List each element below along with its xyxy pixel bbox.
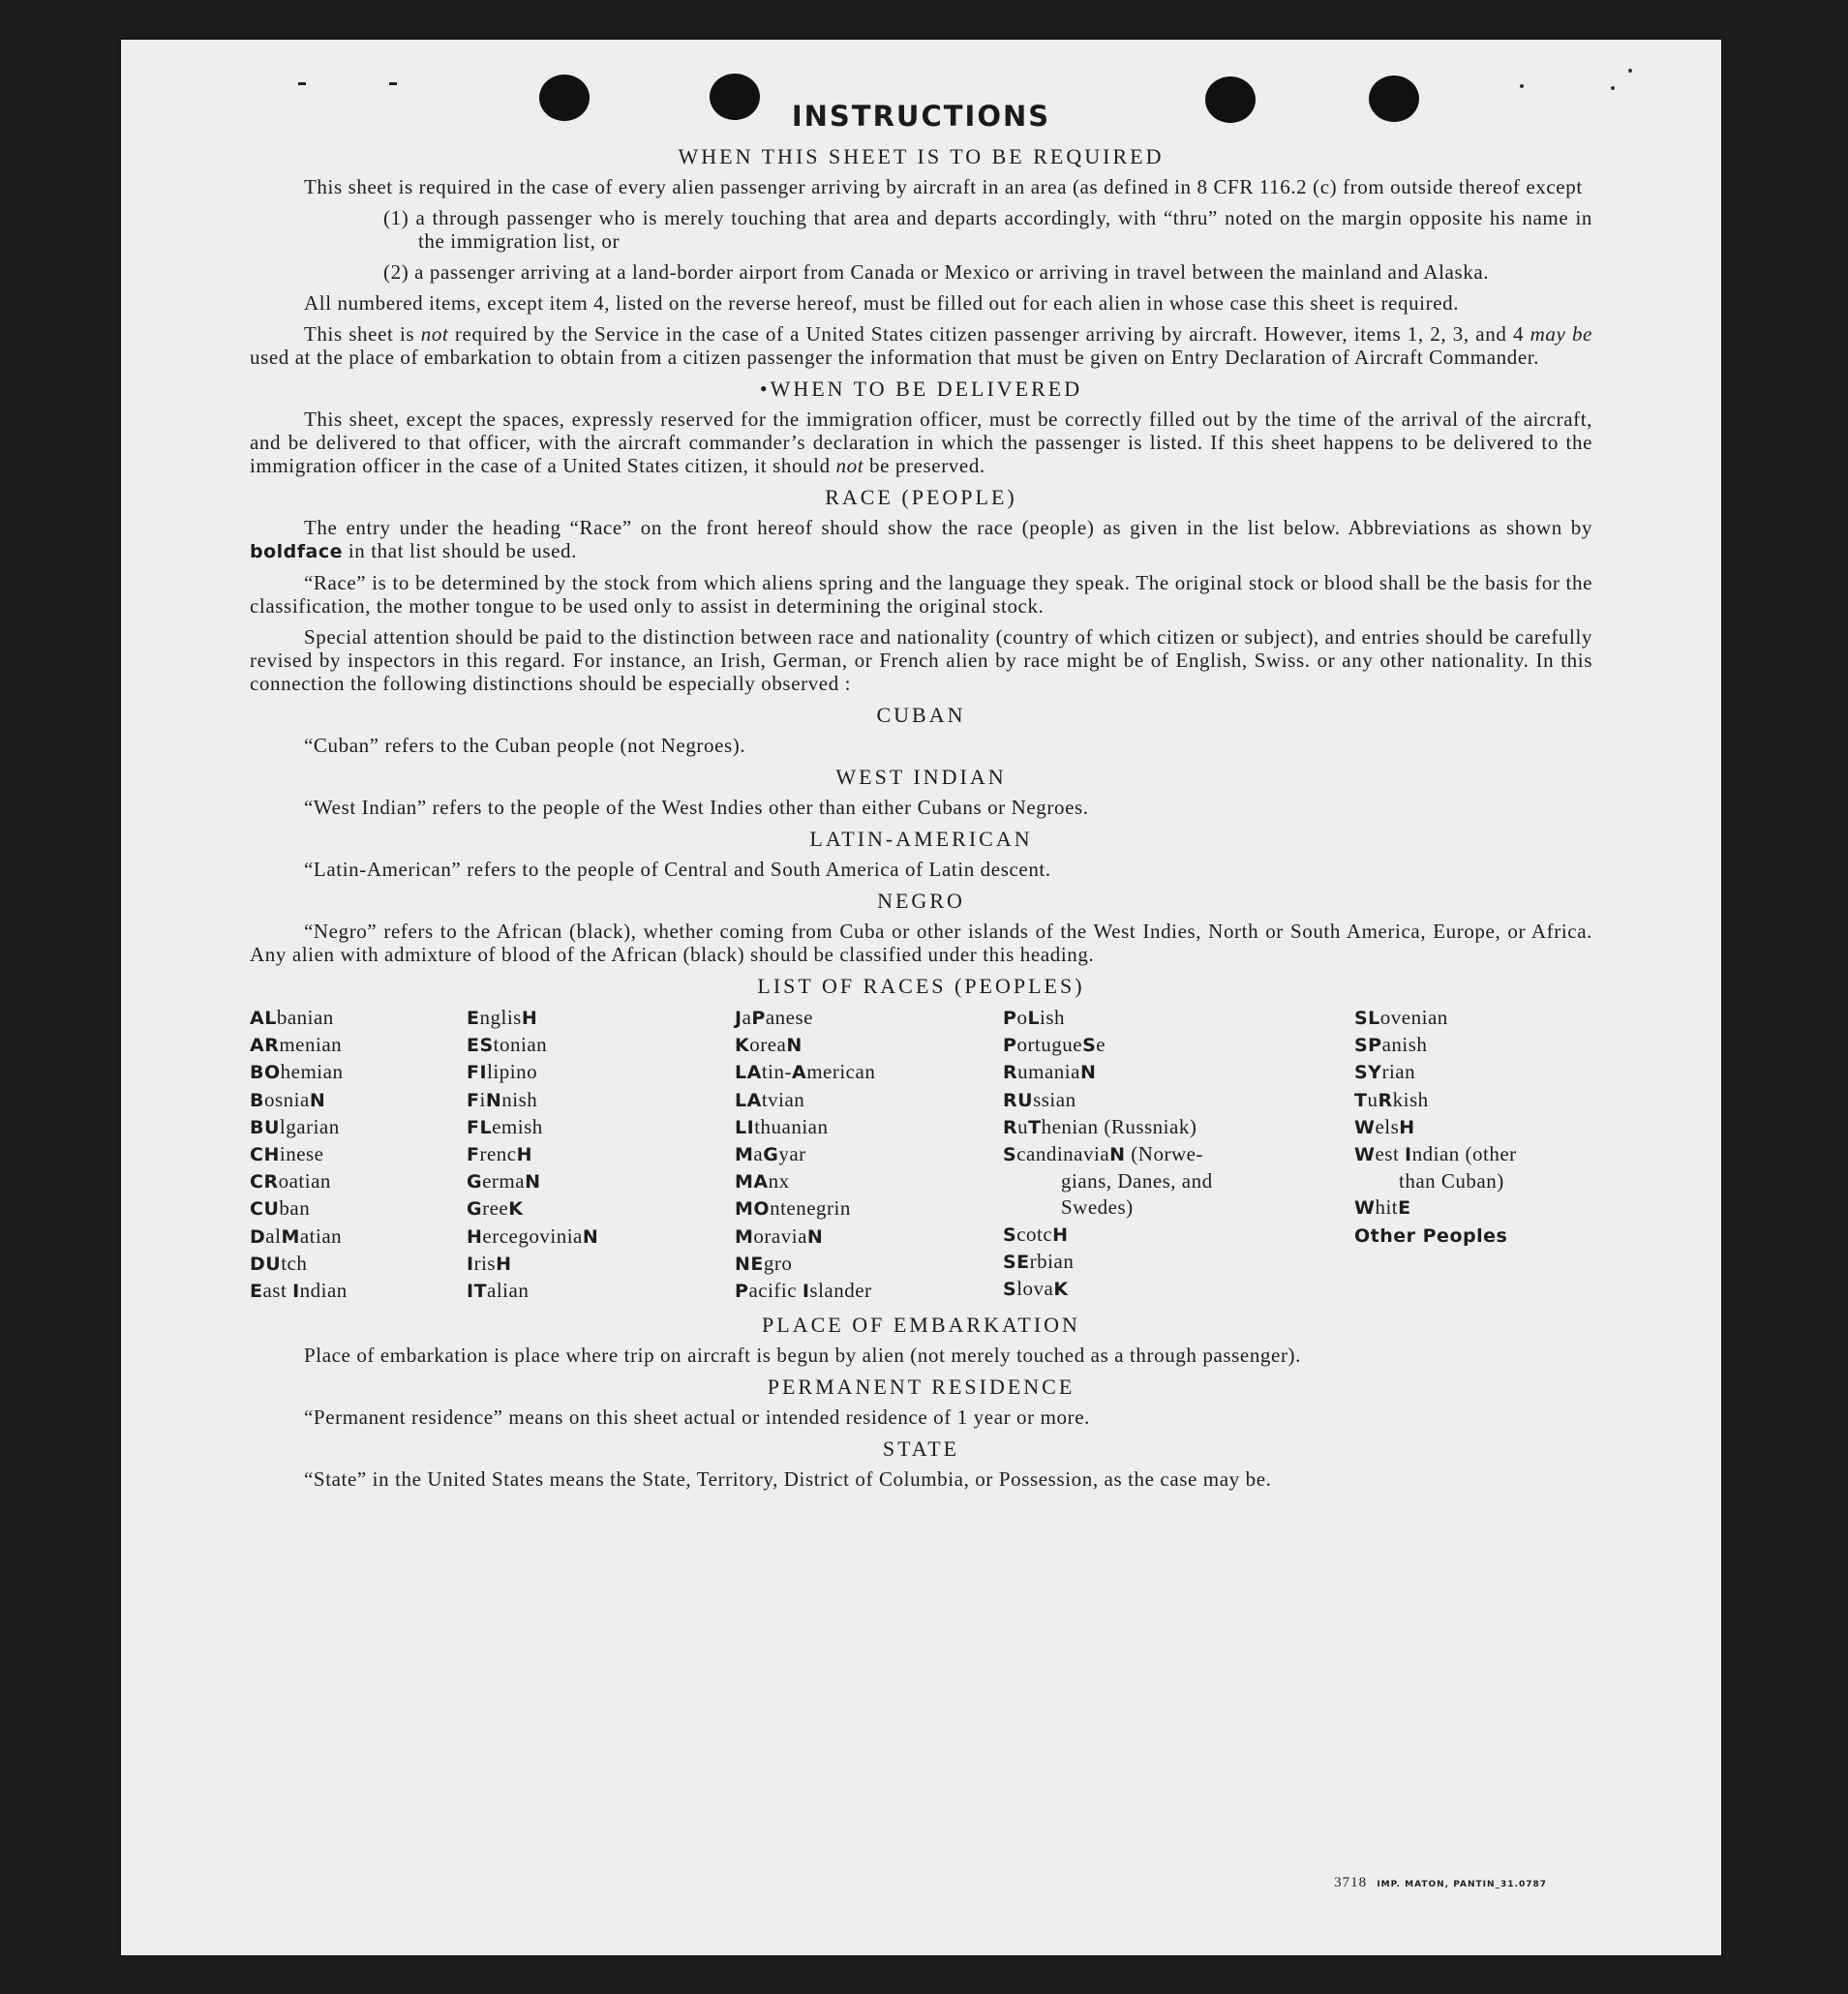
paragraph: “State” in the United States means the State, Territory, District of Columbia, or Possession, as the case may be.: [304, 1467, 1272, 1492]
heading-latin-american: LATIN-AMERICAN: [809, 827, 1033, 851]
document-sheet: [121, 40, 1721, 1955]
race-entry: CUban: [250, 1196, 311, 1221]
race-entry: CRoatian: [250, 1169, 331, 1193]
heading-cuban: CUBAN: [876, 703, 966, 727]
heading-embarkation: PLACE OF EMBARKATION: [762, 1313, 1080, 1338]
paragraph: Place of embarkation is place where trip on aircraft is begun by alien (not merely touched as a through passenger).: [304, 1344, 1301, 1368]
race-entry: WelsH: [1354, 1114, 1415, 1138]
race-entry: FIlipino: [467, 1060, 538, 1084]
race-column: [1003, 1005, 1354, 1305]
paragraph: “Latin-American” refers to the people of Central and South America of Latin descent.: [304, 858, 1051, 881]
race-entry: LAtin-American: [735, 1060, 876, 1084]
paragraph: “Permanent residence” means on this sheet actual or intended residence of 1 year or more.: [304, 1405, 1091, 1430]
instructions-content: [250, 100, 1592, 1498]
race-entry: TuRkish: [1354, 1087, 1429, 1111]
paragraph: This sheet, except the spaces, expressly reserved for the immigration officer, must be correctly filled out by the time of the arrival of the aircraft, and be delivered to that officer, with the aircraft commander’s declaration in which the passenger is listed. If this sheet happens to be delivered to the immigration officer in the case of a United States citizen, it should not be preserved.: [250, 408, 1592, 477]
paragraph: “Negro” refers to the African (black), whether coming from Cuba or other islands of the West Indies, North or South America, Europe, or Africa. Any alien with admixture of blood of the African (black) should be classified under this heading.: [250, 920, 1592, 966]
race-entry: FiNnish: [467, 1087, 538, 1111]
race-entry: MOntenegrin: [735, 1196, 851, 1221]
paragraph: All numbered items, except item 4, listed on the reverse hereof, must be filled out for each alien in whose case this sheet is required.: [304, 291, 1460, 315]
heading-residence: PERMANENT RESIDENCE: [767, 1375, 1075, 1400]
paragraph: This sheet is required in the case of every alien passenger arriving by aircraft in an area (as defined in 8 CFR 116.2 (c) from outside thereof except: [304, 175, 1583, 198]
paragraph: “West Indian” refers to the people of the West Indies other than either Cubans or Negroes.: [304, 796, 1089, 819]
mark: [1520, 84, 1524, 88]
race-entry: SlovaK: [1003, 1277, 1069, 1301]
race-entry: BosniaN: [250, 1087, 326, 1111]
race-entry: KoreaN: [735, 1033, 803, 1057]
list-item: (1) a through passenger who is merely touching that area and departs accordingly, with “thru” noted on the margin opposite his name in the immigration list, or: [383, 206, 1592, 253]
race-entry: JaPanese: [735, 1006, 813, 1029]
race-column: [467, 1005, 735, 1305]
race-entry: Pacific Islander: [735, 1279, 872, 1303]
race-entry: RuThenian (Russniak): [1003, 1114, 1197, 1138]
race-entry: MoraviaN: [735, 1224, 824, 1248]
paragraph: The entry under the heading “Race” on the front hereof should show the race (people) as given in the list below. Abbreviations as shown by boldface in that list should be used.: [250, 516, 1592, 562]
paragraph: This sheet is not required by the Service in the case of a United States citizen passenger arriving by aircraft. However, items 1, 2, 3, and 4 may be used at the place of embarkation to obtain from a citizen passenger the information that must be given on Entry Declaration of Aircraft Commander.: [250, 322, 1592, 369]
race-list: [250, 1005, 1592, 1305]
race-entry: BOhemian: [250, 1060, 344, 1084]
heading-west-indian: WEST INDIAN: [835, 765, 1007, 789]
race-entry: ITalian: [467, 1279, 530, 1303]
race-entry: WhitE: [1354, 1195, 1411, 1220]
heading-state: STATE: [882, 1436, 960, 1462]
heading-race: RACE (PEOPLE): [825, 485, 1017, 509]
race-entry: ScandinaviaN (Norwe-: [1003, 1142, 1203, 1166]
race-entry: MaGyar: [735, 1142, 806, 1166]
race-entry: West Indian (other: [1354, 1142, 1517, 1166]
race-entry: BUlgarian: [250, 1114, 340, 1138]
race-entry: ScotcH: [1003, 1222, 1069, 1246]
race-entry: ARmenian: [250, 1033, 343, 1057]
race-entry: GermaN: [467, 1169, 541, 1193]
mark: [1611, 86, 1615, 90]
race-entry: FrencH: [467, 1142, 533, 1166]
race-entry: GreeK: [467, 1196, 524, 1221]
race-entry: DalMatian: [250, 1224, 343, 1248]
race-entry: NEgro: [735, 1251, 793, 1275]
heading-list-of-races: LIST OF RACES (PEOPLES): [757, 974, 1085, 998]
race-entry: LIthuanian: [735, 1114, 829, 1138]
race-entry: EnglisH: [467, 1006, 538, 1029]
race-entry: PortugueSe: [1003, 1033, 1106, 1057]
race-entry: Swedes): [1061, 1195, 1134, 1220]
race-entry: CHinese: [250, 1142, 324, 1166]
mark: [298, 82, 306, 85]
race-entry: MAnx: [735, 1169, 790, 1193]
race-column: [735, 1005, 1003, 1305]
printer-imprint: IMP. MATON, PANTIN_31.0787: [1377, 1880, 1547, 1889]
race-entry: PoLish: [1003, 1006, 1066, 1029]
heading-when-required: WHEN THIS SHEET IS TO BE REQUIRED: [678, 144, 1165, 168]
race-entry: ALbanian: [250, 1006, 334, 1029]
list-item: (2) a passenger arriving at a land-border airport from Canada or Mexico or arriving in travel between the mainland and Alaska.: [383, 260, 1490, 284]
race-entry: IrisH: [467, 1251, 512, 1275]
paragraph: “Cuban” refers to the Cuban people (not Negroes).: [304, 734, 746, 757]
race-entry: SYrian: [1354, 1060, 1416, 1084]
race-entry: gians, Danes, and: [1061, 1169, 1213, 1193]
race-entry: RUssian: [1003, 1087, 1076, 1111]
heading-negro: NEGRO: [877, 889, 965, 913]
race-entry: SPanish: [1354, 1033, 1428, 1057]
race-entry: EStonian: [467, 1033, 548, 1057]
race-entry: HercegoviniaN: [467, 1224, 599, 1248]
race-entry: SLovenian: [1354, 1006, 1448, 1029]
form-code: 3718: [1334, 1875, 1368, 1890]
race-entry: LAtvian: [735, 1087, 805, 1111]
race-entry: DUtch: [250, 1251, 308, 1275]
race-entry: SErbian: [1003, 1249, 1075, 1273]
race-entry: FLemish: [467, 1114, 543, 1138]
paragraph: “Race” is to be determined by the stock from which aliens spring and the language they speak. The original stock or blood shall be the basis for the classification, the mother tongue to be used only to assist in determining the original stock.: [250, 571, 1592, 618]
race-entry: East Indian: [250, 1279, 348, 1303]
race-column: [1354, 1005, 1592, 1305]
mark: [389, 82, 397, 85]
race-entry: Other Peoples: [1354, 1224, 1508, 1247]
mark: [1628, 69, 1632, 73]
race-column: [250, 1005, 467, 1305]
heading-when-delivered: •WHEN TO BE DELIVERED: [759, 377, 1083, 401]
page-title: INSTRUCTIONS: [791, 100, 1051, 133]
race-entry: RumaniaN: [1003, 1060, 1097, 1084]
print-footer: [1334, 1875, 1547, 1891]
paragraph: Special attention should be paid to the distinction between race and nationality (country of which citizen or subject), and entries should be carefully revised by inspectors in this regard. For instance, an Irish, German, or French alien by race might be of English, Swiss. or any other nationality. In this connection the following distinctions should be especially observed :: [250, 625, 1592, 695]
race-entry: than Cuban): [1399, 1169, 1504, 1193]
